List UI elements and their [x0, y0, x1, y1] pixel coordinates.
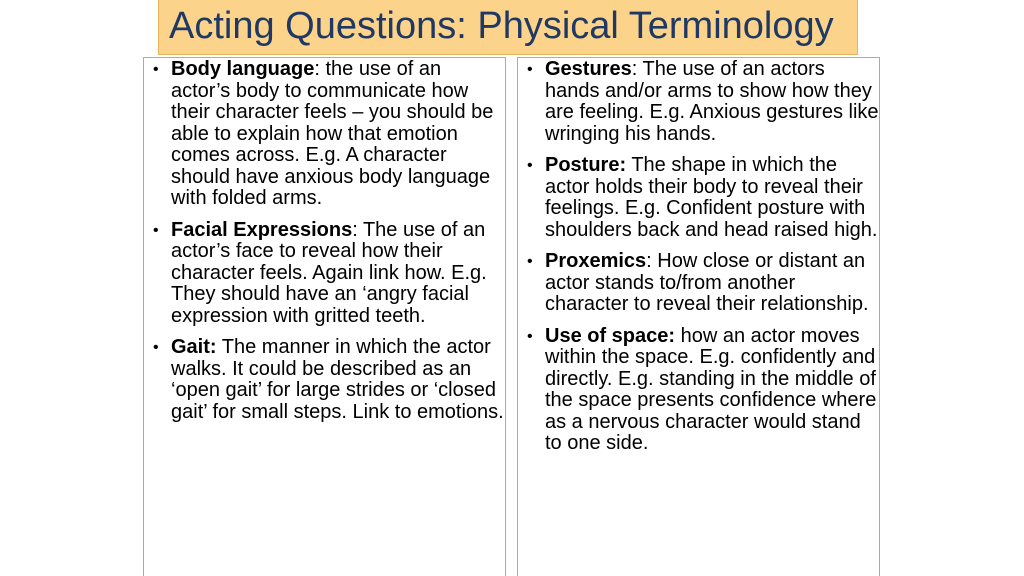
- title-banner: [158, 0, 858, 55]
- definition: The shape in which the actor holds their body to reveal their feelings. E.g. Confident posture with shoulders back and head raised high.: [545, 154, 878, 241]
- bullet-icon: •: [527, 61, 533, 78]
- term-separator: :: [631, 58, 638, 80]
- right-panel: [517, 57, 880, 576]
- bullet-icon: •: [527, 157, 533, 174]
- bullet-proxemics: [526, 251, 881, 316]
- term: Posture:: [545, 154, 627, 176]
- term: Facial Expressions: [171, 218, 353, 241]
- bullet-use-of-space: [526, 326, 881, 455]
- definition: The use of an actor’s face to reveal how their character feels. Again link how. E.g. They should have an ‘angry facial expression with gritted teeth.: [171, 218, 487, 327]
- term-separator: :: [646, 250, 652, 272]
- term: Gait:: [171, 336, 217, 358]
- bullet-icon: •: [527, 253, 533, 270]
- bullet-icon: •: [153, 221, 159, 239]
- bullet-facial-expressions: [152, 220, 504, 328]
- definition: how an actor moves within the space. E.g. confidently and directly. E.g. standing in the middle of the space presents confidence where as a nervous character would stand to one side.: [545, 324, 877, 454]
- definition: The use of an actors hands and/or arms to show how they are feeling. E.g. Anxious gestures like wringing his hands.: [545, 58, 879, 145]
- term-separator: :: [352, 218, 358, 241]
- definition: How close or distant an actor stands to/from another character to reveal their relationship.: [545, 250, 869, 315]
- bullet-icon: •: [153, 339, 159, 356]
- term: Use of space:: [545, 324, 676, 347]
- term: Body language: [171, 58, 315, 80]
- bullet-icon: •: [153, 61, 159, 78]
- term: Gestures: [545, 58, 632, 80]
- term-separator: :: [314, 58, 320, 80]
- term: Proxemics: [545, 250, 647, 272]
- slide-title: Acting Questions: Physical Terminology: [169, 5, 834, 47]
- bullet-icon: •: [527, 327, 533, 345]
- bullet-gait: [152, 337, 504, 423]
- definition: the use of an actor’s body to communicate how their character feels – you should be able to explain how that emotion comes across. E.g. A character should have anxious body language with folded arms.: [171, 58, 494, 209]
- bullet-gestures: [526, 59, 881, 145]
- definition: The manner in which the actor walks. It could be described as an ‘open gait’ for large strides or ‘closed gait’ for small steps. Link to emotions.: [171, 336, 504, 423]
- bullet-posture: [526, 155, 881, 241]
- left-panel: [143, 57, 506, 576]
- right-bullet-list: [526, 59, 881, 465]
- bullet-body-language: [152, 59, 504, 210]
- left-bullet-list: [152, 59, 504, 433]
